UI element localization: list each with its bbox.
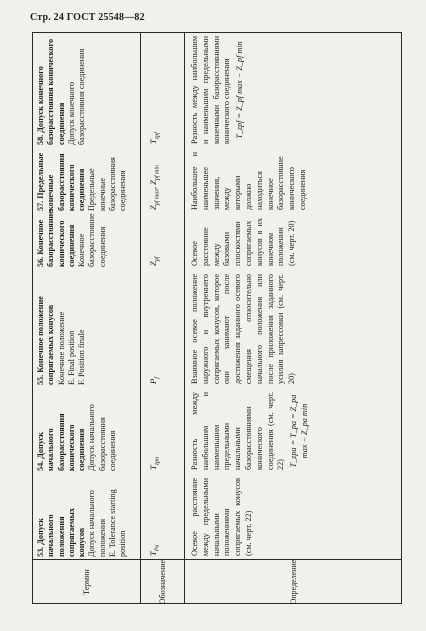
table-border-right [32, 32, 402, 33]
row-separator [32, 147, 402, 148]
term-cell [36, 391, 138, 471]
term-cell [36, 35, 138, 145]
term-alias: Предельные конечные базорасстояния соединения [87, 157, 128, 211]
page-number: Стр. 24 [30, 12, 65, 23]
term-number: 54. [36, 458, 45, 471]
term-alias: Допуск начального положения [87, 490, 107, 557]
term-number: 56. [36, 254, 45, 267]
term-alias: Конечное положение [56, 311, 66, 385]
definition-text: Осевое расстояние между предельными начальными положениями сопрягаемых конусов (см. черт. 22) [190, 478, 253, 556]
term-title: Допуск начального положения сопрягаемых конусов [36, 508, 87, 557]
symbol-cell: $T_{zpa}$ [148, 456, 161, 470]
column-divider-term [140, 32, 141, 604]
definition-cell [190, 274, 396, 384]
definition-text: Осевое расстояние между базовыми плоскостями сопрягаемых конусов в их конечном положении (см. черт. 20) [190, 218, 297, 266]
term-cell [36, 151, 138, 211]
definition-formula: T_zpa = T_pa = Z_pa max − Z_pa min [289, 394, 309, 468]
term-number: 58. [36, 132, 45, 145]
page-header [30, 12, 145, 23]
table-border-top [32, 32, 33, 604]
column-divider-symbol [184, 32, 185, 604]
column-header-designation: Обозначение [157, 559, 167, 605]
term-cell [36, 210, 138, 267]
row-separator [32, 269, 402, 270]
definition-cell [190, 478, 396, 556]
row-separator [32, 473, 402, 474]
term-alias: Допуск конечного базорасстояния соединения [66, 48, 87, 145]
definition-cell [190, 152, 396, 210]
term-number: 53. [36, 544, 45, 557]
row-separator [32, 213, 402, 214]
term-foreign: E. Tolerance starting position [108, 489, 128, 557]
column-header-term: Термин [81, 569, 91, 595]
column-header-definition: Определение [288, 559, 298, 605]
term-alias: Допуск начального базорасстояния соединения [87, 404, 118, 471]
table-border-bottom [401, 32, 402, 604]
term-title: Конечное базорасстояние конического соединения [36, 210, 76, 267]
symbol-cell: $Z_{pf max}$, $Z_{pf min}$ [148, 164, 161, 210]
definition-text: Взаимное осевое положение наружного и внутреннего сопрягаемых конусов, которое они занимают после достижения заданного осевого смещения относительно начального положения или после приложения заданного усилия запрессовки (см. черт. 20) [190, 274, 297, 384]
definition-text: Разность между наибольшим и наименьшим предельными конечными базорасстояниями конического соединения [190, 36, 232, 144]
definition-formula: T_zpf = Z_pf max − Z_pf min [235, 41, 245, 139]
symbol-cell: $T_{zpf}$ [148, 132, 161, 144]
term-cell [36, 477, 138, 557]
term-alias: Конечное базорасстояние соединения [77, 213, 107, 267]
term-cell [36, 273, 138, 385]
term-number: 57. [36, 198, 45, 211]
definition-cell [190, 392, 396, 470]
terms-table [32, 32, 402, 604]
standard-code: ГОСТ 25548—82 [66, 12, 145, 23]
term-title: Допуск конечного базорасстояния конического соединения [36, 38, 66, 145]
symbol-cell: $T_{Pa}$ [148, 544, 161, 556]
definition-cell [190, 36, 396, 144]
term-title: Допуск начального базорасстояния конического соединения [36, 413, 87, 471]
term-title: Предельные конечные базорасстояния конического соединения [36, 152, 87, 211]
definition-text: Разность между наибольшим и наименьшим предельными начальными базорасстояниями конического соединения (см. черт. 22) [190, 392, 286, 470]
row-separator [32, 387, 402, 388]
term-number: 55. [36, 372, 45, 385]
definition-text: Наибольшее и наименьшее значения, между которыми должно находиться конечное базорасстояние конического соединения [190, 152, 307, 210]
symbol-cell: $Z_{pf}$ [148, 256, 161, 266]
term-title: Конечное положение сопрягаемых конусов [36, 296, 56, 385]
term-foreign: E. Final position F. Position finale [66, 329, 87, 385]
definition-cell [190, 218, 396, 266]
symbol-cell: $P_f$ [148, 377, 161, 384]
